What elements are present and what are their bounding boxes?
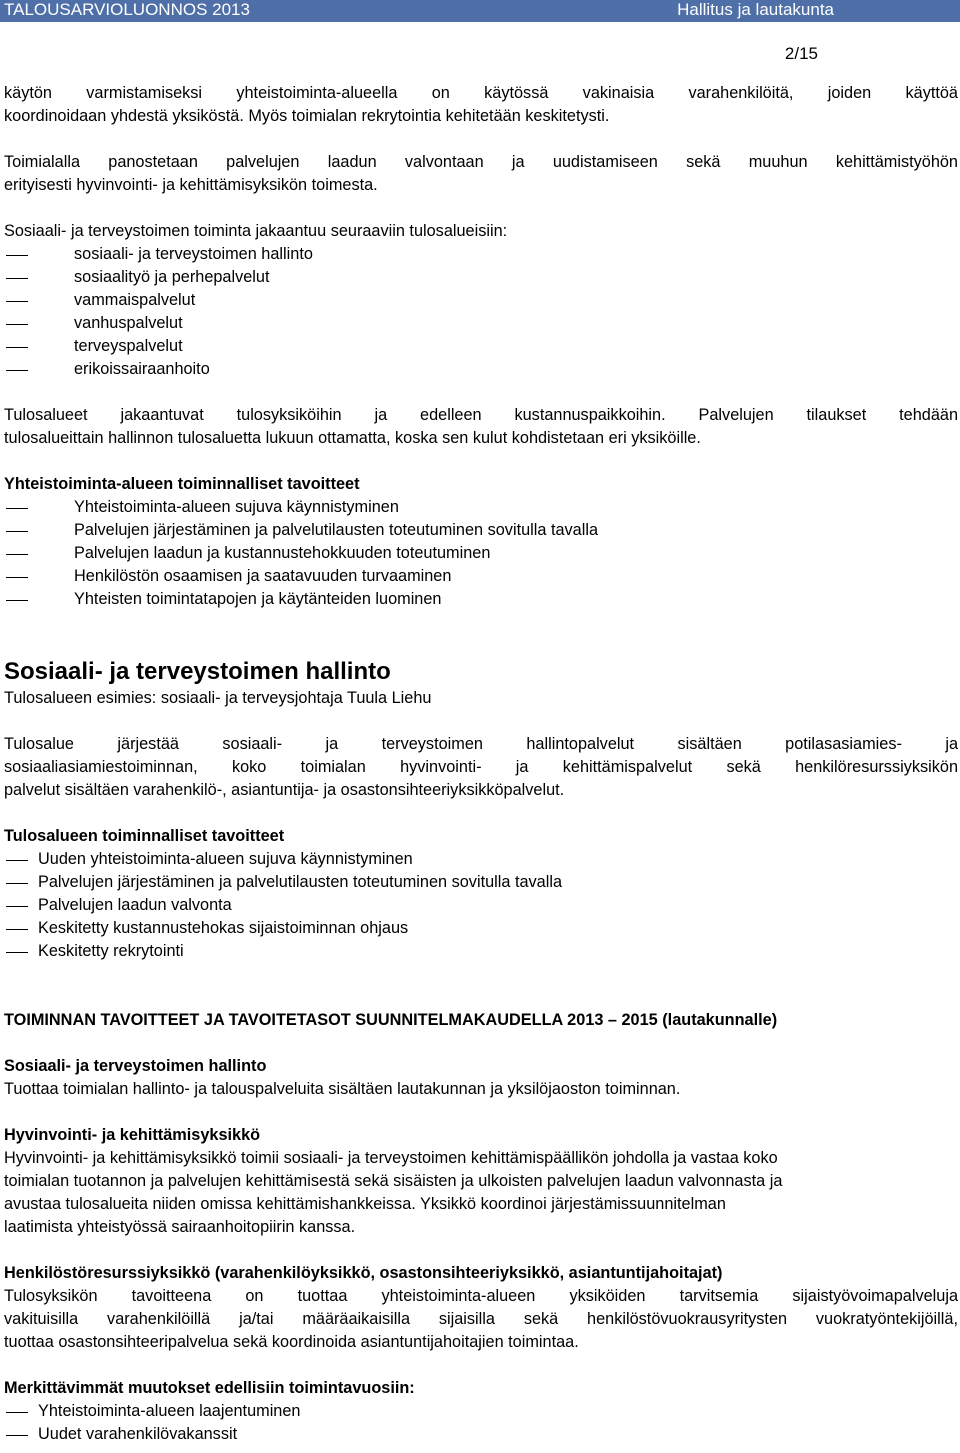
text-line: Tulosyksikön tavoitteena on tuottaa yhteistoiminta-alueen yksiköiden tarvitsemia sijaistyövoimapalveluja (4, 1287, 958, 1305)
block-title: Hyvinvointi- ja kehittämisyksikkö (4, 1126, 261, 1144)
text-line: sosiaaliasiamiestoiminnan, koko toimialan hyvinvointi- ja kehittämispalvelut sekä henkilöresurssiyksikön (4, 758, 958, 776)
list-item: Palvelujen laadun ja kustannustehokkuuden toteutuminen (4, 542, 958, 565)
list-item: sosiaali- ja terveystoimen hallinto (4, 243, 958, 266)
list-item: Keskitetty rekrytointi (4, 940, 958, 963)
yt-goals-heading: Yhteistoiminta-alueen toiminnalliset tavoitteet (4, 475, 360, 493)
text-line: Toimialalla panostetaan palvelujen laadun valvontaan ja uudistamiseen sekä muuhun kehittämistyöhön (4, 153, 958, 171)
text-line: laatimista yhteistyössä sairaanhoitopiirin kanssa. (4, 1218, 356, 1236)
list-item: Yhteistoiminta-alueen laajentuminen (4, 1400, 958, 1423)
changes-list (4, 1400, 958, 1446)
changes-heading: Merkittävimmät muutokset edellisiin toimintavuosiin: (4, 1379, 415, 1397)
list-item: erikoissairaanhoito (4, 358, 958, 381)
block-text (4, 1285, 958, 1354)
areas-intro: Sosiaali- ja terveystoimen toiminta jakaantuu seuraaviin tulosalueisiin: (4, 222, 508, 240)
section-goals-list (4, 848, 958, 963)
areas-list (4, 243, 958, 381)
list-item: Palvelujen järjestäminen ja palvelutilausten toteutuminen sovitulla tavalla (4, 519, 958, 542)
targets-heading: TOIMINNAN TAVOITTEET JA TAVOITETASOT SUUNNITELMAKAUDELLA 2013 – 2015 (lautakunnalle) (4, 1011, 778, 1029)
text-line: tuottaa osastonsihteeripalvelua sekä koordinoida asiantuntijahoitajien toimintaa. (4, 1333, 579, 1351)
list-item: terveyspalvelut (4, 335, 958, 358)
document-body (4, 82, 958, 1446)
list-item: Palvelujen laadun valvonta (4, 894, 958, 917)
text-line: koordinoidaan yhdestä yksiköstä. Myös toimialan rekrytointia kehitetään keskitetysti. (4, 107, 610, 125)
text-line: Hyvinvointi- ja kehittämisyksikkö toimii sosiaali- ja terveystoimen kehittämispäällikön johdolla ja vastaa koko (4, 1149, 778, 1167)
list-item: vanhuspalvelut (4, 312, 958, 335)
header-committee: Hallitus ja lautakunta (677, 0, 834, 19)
list-item: Palvelujen järjestäminen ja palvelutilausten toteutuminen sovitulla tavalla (4, 871, 958, 894)
text-line: tulosalueittain hallinnon tulosaluetta lukuun ottamatta, koska sen kulut kohdistetaan eri yksiköille. (4, 429, 701, 447)
intro-paragraph-3 (4, 404, 958, 450)
text-line: erityisesti hyvinvointi- ja kehittämisyksikön toimesta. (4, 176, 378, 194)
yt-goals-list (4, 496, 958, 611)
text-line: toimialan tuotannon ja palvelujen kehittämisestä sekä sisäisten ja ulkoisten palvelujen laadun valvonnasta ja (4, 1172, 783, 1190)
text-line: Tulosalue järjestää sosiaali- ja terveystoimen hallintopalvelut sisältäen potilasasiamies- ja (4, 735, 958, 753)
header-title: TALOUSARVIOLUONNOS 2013 (4, 0, 250, 19)
section-title: Sosiaali- ja terveystoimen hallinto (4, 658, 391, 685)
list-item: Uuden yhteistoiminta-alueen sujuva käynnistyminen (4, 848, 958, 871)
list-item: Uudet varahenkilövakanssit (4, 1423, 958, 1446)
section-description (4, 733, 958, 802)
block-text: Tuottaa toimialan hallinto- ja talouspalveluita sisältäen lautakunnan ja yksilöjaoston toiminnan. (4, 1080, 681, 1098)
page-header (0, 0, 960, 22)
text-line: Tulosalueet jakaantuvat tulosyksiköihin ja edelleen kustannuspaikkoihin. Palvelujen tilaukset tehdään (4, 406, 958, 424)
page-number: 2/15 (784, 44, 818, 63)
list-item: Yhteisten toimintatapojen ja käytänteiden luominen (4, 588, 958, 611)
text-line: avustaa tulosalueita niiden omissa kehittämishankkeissa. Yksikkö koordinoi järjestämissuunnitelman (4, 1195, 726, 1213)
block-title: Sosiaali- ja terveystoimen hallinto (4, 1057, 267, 1075)
list-item: Keskitetty kustannustehokas sijaistoiminnan ohjaus (4, 917, 958, 940)
section-manager: Tulosalueen esimies: sosiaali- ja terveysjohtaja Tuula Liehu (4, 689, 432, 707)
text-line: palvelut sisältäen varahenkilö-, asiantuntija- ja osastonsihteeriyksikköpalvelut. (4, 781, 565, 799)
intro-paragraph-1 (4, 82, 958, 128)
text-line: käytön varmistamiseksi yhteistoiminta-alueella on käytössä vakinaisia varahenkilöitä, joiden käyttöä (4, 84, 958, 102)
list-item: Henkilöstön osaamisen ja saatavuuden turvaaminen (4, 565, 958, 588)
section-goals-heading: Tulosalueen toiminnalliset tavoitteet (4, 827, 285, 845)
list-item: Yhteistoiminta-alueen sujuva käynnistyminen (4, 496, 958, 519)
block-text (4, 1147, 958, 1239)
intro-paragraph-2 (4, 151, 958, 197)
list-item: sosiaalityö ja perhepalvelut (4, 266, 958, 289)
block-title: Henkilöstöresurssiyksikkö (varahenkilöyksikkö, osastonsihteeriyksikkö, asiantuntijahoitajat) (4, 1264, 723, 1282)
list-item: vammaispalvelut (4, 289, 958, 312)
text-line: vakituisilla varahenkilöillä ja/tai määräaikaisilla sijaisilla sekä henkilöstövuokrausyritysten vuokratyöntekijöillä, (4, 1310, 958, 1328)
